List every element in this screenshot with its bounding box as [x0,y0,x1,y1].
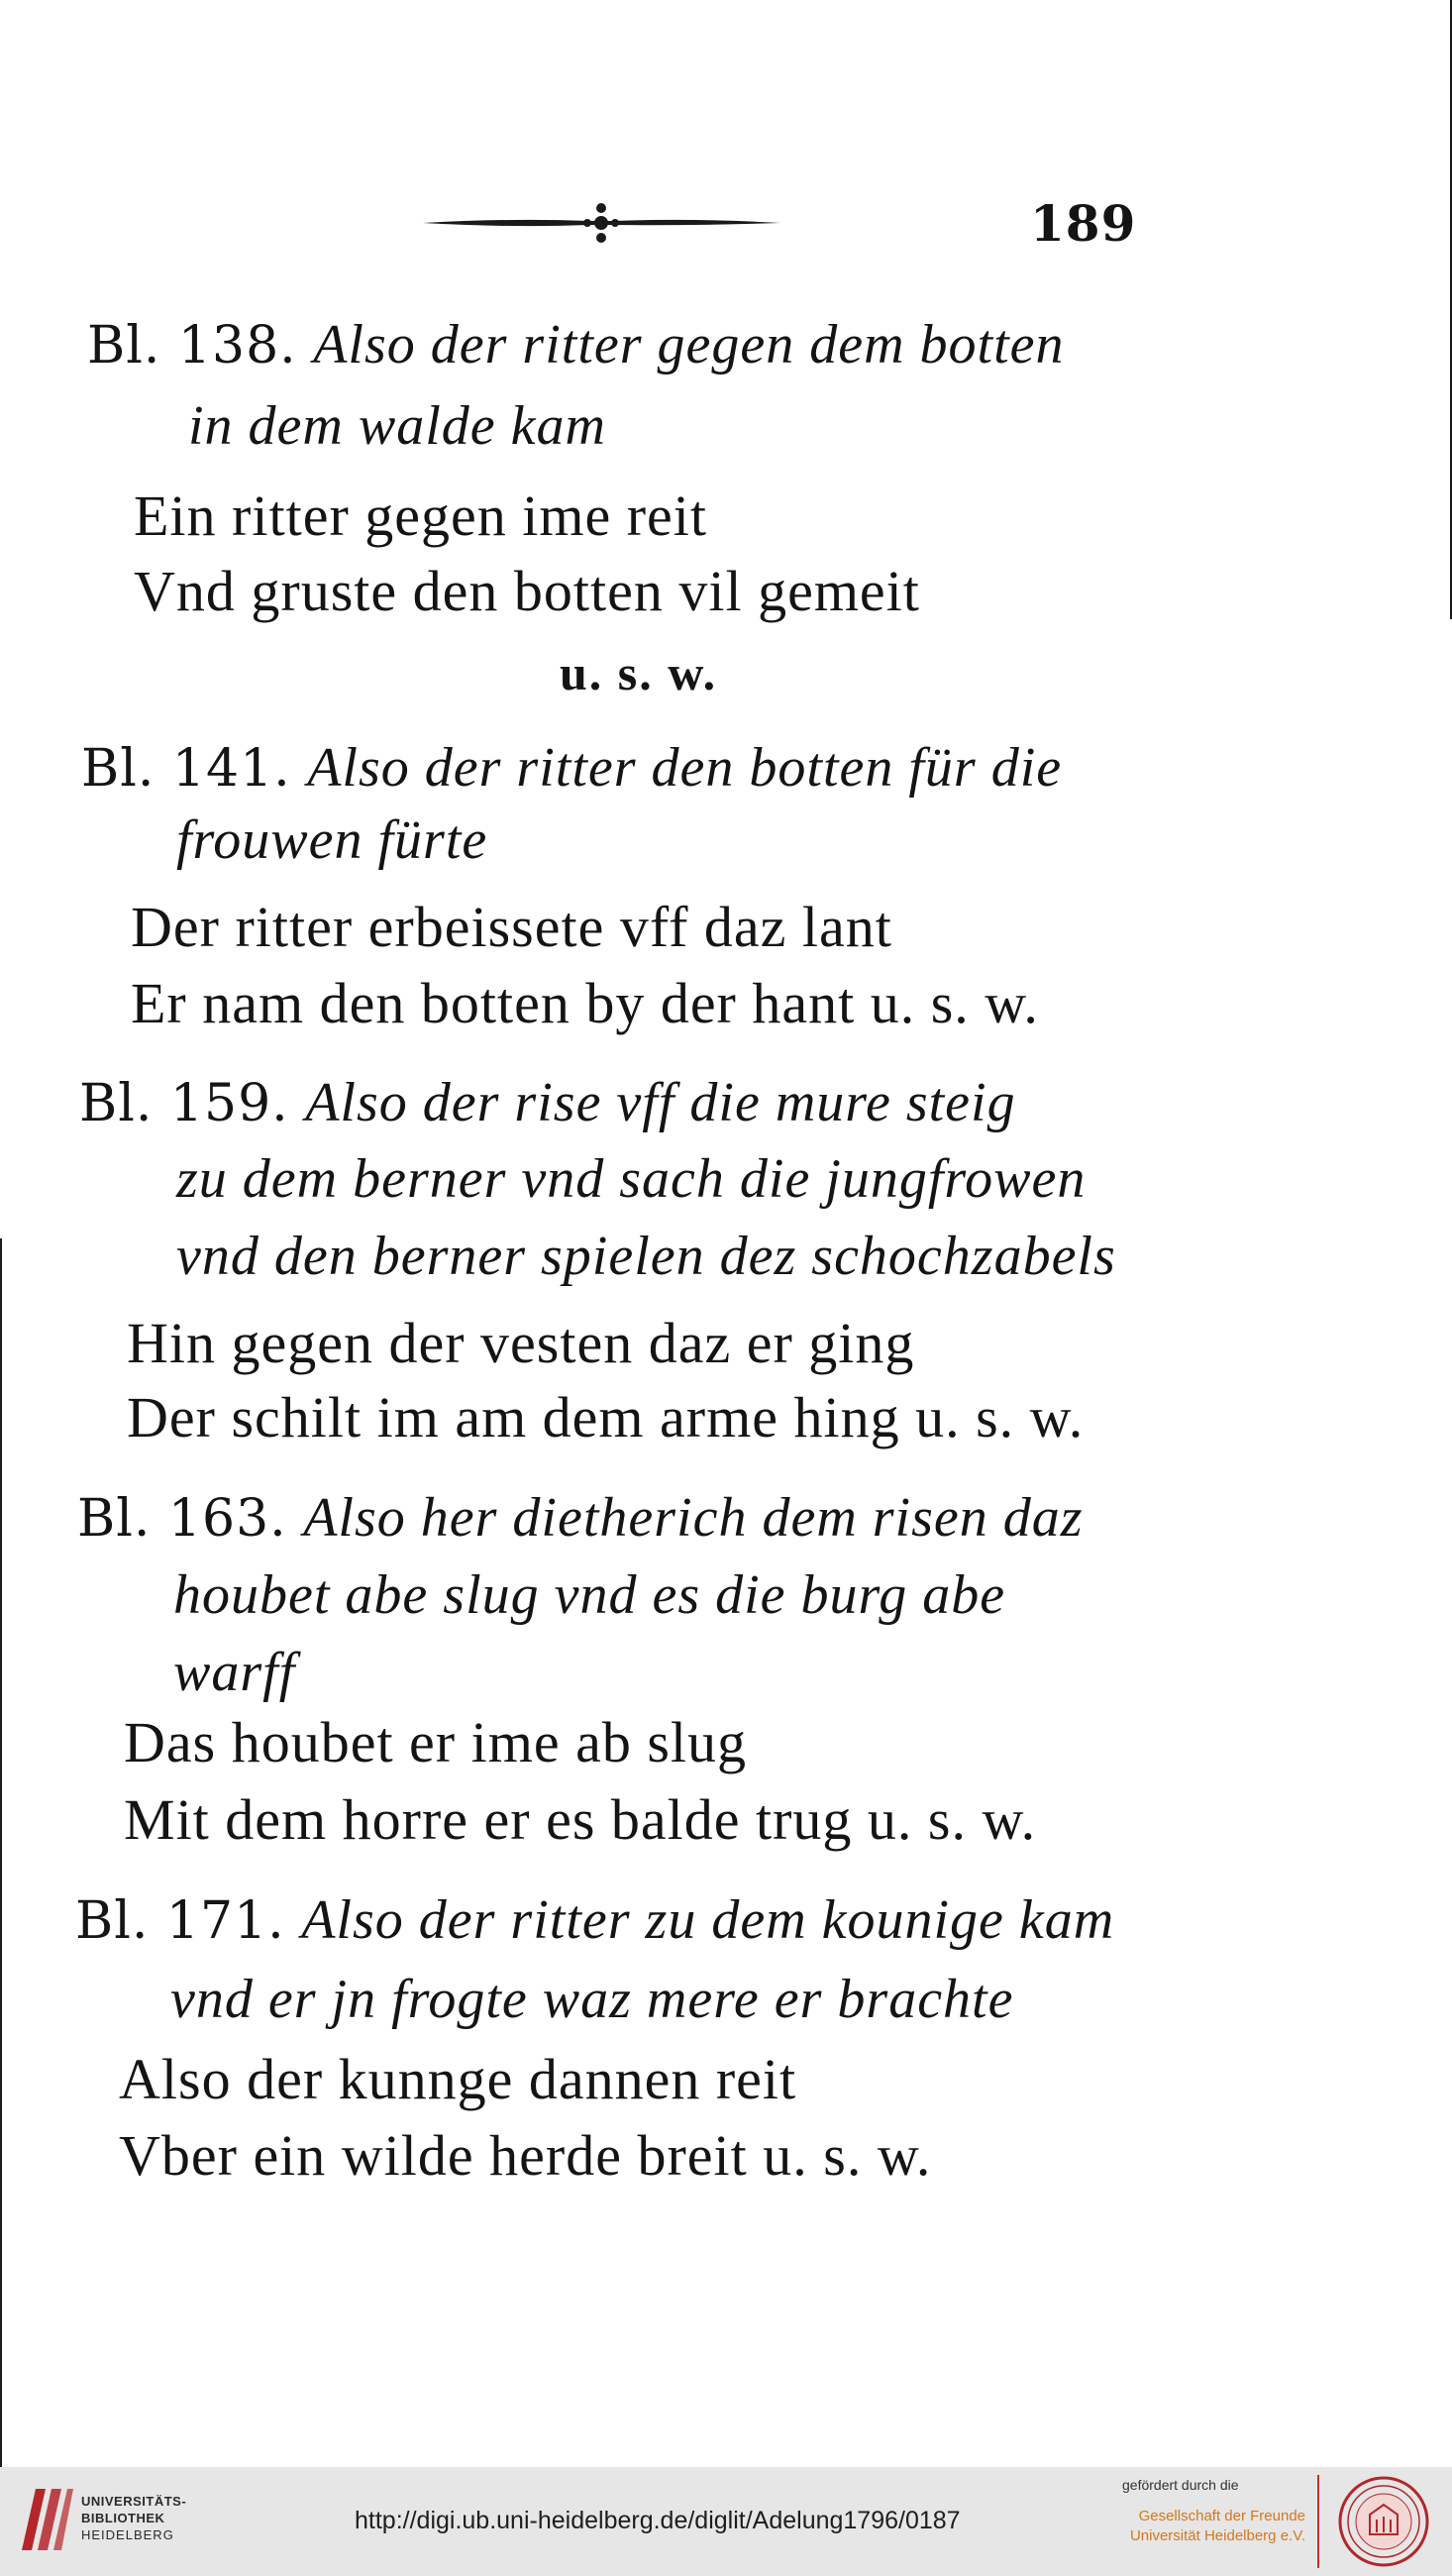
entry-title-continuation: frouwen fürte [176,809,488,871]
entry-title-continuation: zu dem berner vnd sach die jungfrowen [176,1148,1087,1210]
verse-line: Hin gegen der vesten daz er ging [127,1311,915,1375]
entry-heading [79,1073,1016,1133]
entry-heading [87,315,1065,376]
entry-title-continuation: in dem walde kam [188,395,606,457]
folio-reference: Bl. 141. [81,739,291,799]
sponsor-label: gefördert durch die [1122,2477,1239,2493]
entry-heading [75,1890,1114,1951]
verse-line: Also der kunnge dannen reit [119,2047,797,2111]
entry-title-continuation: houbet abe slug vnd es die burg abe [173,1564,1006,1626]
university-seal-icon [1337,2475,1430,2568]
sponsor-name [1127,2507,1305,2546]
entry-title-continuation: vnd er jn frogte waz mere er brachte [170,1969,1014,2030]
folio-reference: Bl. 138. [87,316,297,376]
folio-reference: Bl. 163. [77,1489,287,1549]
verse-line: Vber ein wilde herde breit u. s. w. [119,2123,932,2188]
verse-line: Ein ritter gegen ime reit [134,483,708,548]
library-name-line: UNIVERSITÄTS- [81,2494,187,2509]
verse-line: Das houbet er ime ab slug [124,1710,748,1774]
verse-line: Er nam den botten by der hant u. s. w. [131,971,1039,1035]
library-name-line: BIBLIOTHEK [81,2511,165,2525]
ub-heidelberg-logo-icon [16,2481,75,2560]
entry-title: Also her dietherich dem risen daz [303,1487,1084,1549]
entry-title-continuation: vnd den berner spielen dez schochzabels [176,1226,1116,1287]
sponsor-name-line: Gesellschaft der Freunde [1138,2508,1305,2524]
sponsor-name-line: Universität Heidelberg e.V. [1129,2527,1305,2544]
sponsor-divider [1317,2475,1319,2568]
library-name-line: HEIDELBERG [81,2527,174,2542]
page-edge-left [0,1238,2,2467]
rule-ornament-icon [421,198,782,248]
entry-heading [81,738,1062,799]
entry-title-continuation: warff [173,1642,296,1703]
entry-title: Also der ritter zu dem kounige kam [301,1889,1115,1951]
entry-title: Also der ritter gegen dem botten [313,314,1065,376]
verse-line: Mit dem horre er es balde trug u. s. w. [124,1787,1037,1852]
digitization-footer [0,2467,1452,2576]
verse-line: Der ritter erbeissete vff daz lant [131,895,892,959]
page-number: 189 [1030,194,1137,253]
entry-title: Also der rise vff die mure steig [305,1072,1016,1133]
usw-abbreviation: u. s. w. [560,645,718,700]
verse-line: Vnd gruste den botten vil gemeit [134,559,920,623]
entry-heading [77,1488,1084,1549]
folio-reference: Bl. 159. [79,1074,289,1133]
library-name [81,2493,186,2543]
verse-line: Der schilt im am dem arme hing u. s. w. [127,1385,1085,1449]
entry-title: Also der ritter den botten für die [307,737,1063,799]
folio-reference: Bl. 171. [75,1891,285,1951]
permalink-url[interactable]: http://digi.ub.uni-heidelberg.de/diglit/Adelung1796/0187 [355,2507,961,2534]
